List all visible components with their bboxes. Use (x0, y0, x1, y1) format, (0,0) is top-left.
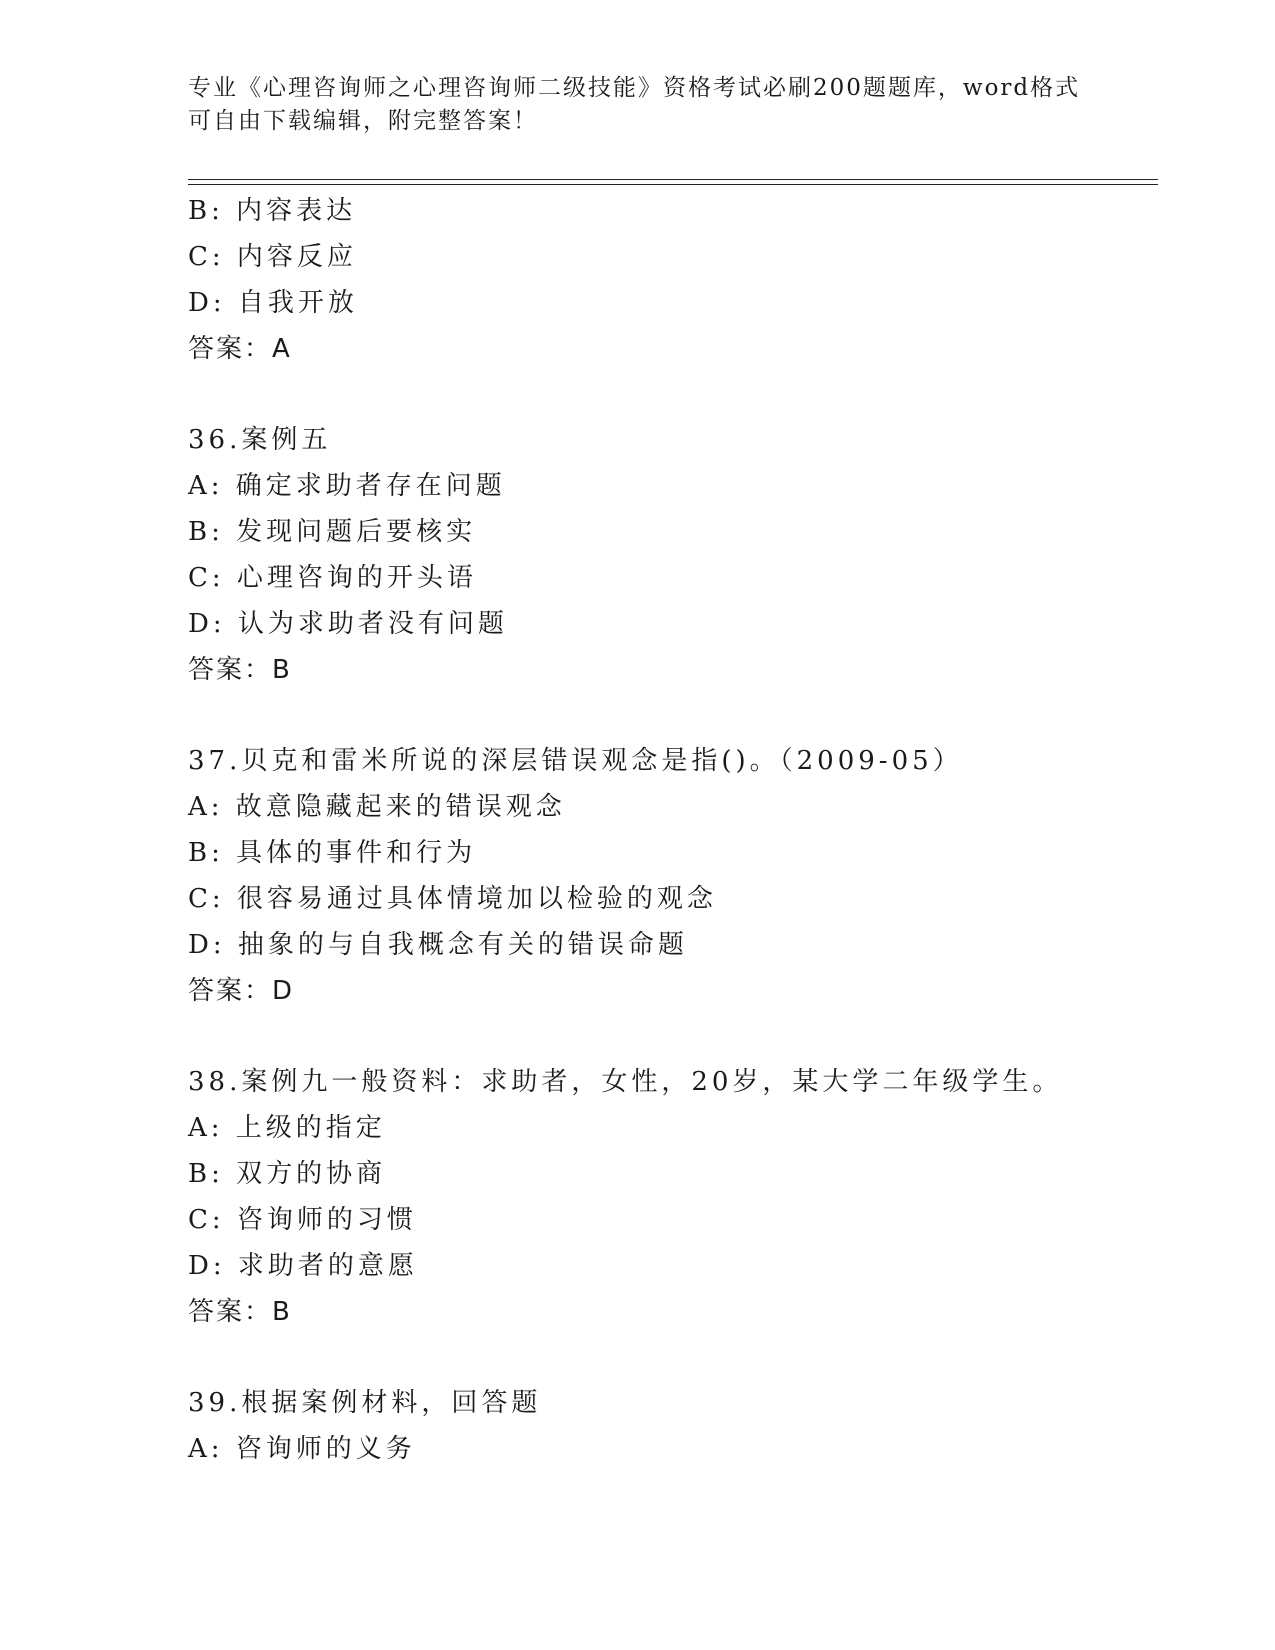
option-b: B: 内容表达 (188, 196, 357, 226)
question-stem: 38.案例九一般资料：求助者，女性，20岁，某大学二年级学生。 (188, 1067, 1063, 1097)
header-line-1: 专业《心理咨询师之心理咨询师二级技能》资格考试必刷200题题库，word格式 (188, 75, 1081, 101)
option-c: C: 咨询师的习惯 (188, 1205, 417, 1235)
question-39 (188, 1380, 1158, 1472)
answer: 答案：B (188, 1297, 292, 1327)
option-b: B: 双方的协商 (188, 1159, 387, 1189)
header-line-2: 可自由下载编辑，附完整答案！ (188, 108, 538, 134)
answer: 答案：A (188, 334, 292, 364)
option-d: D: 求助者的意愿 (188, 1251, 418, 1281)
document-header (188, 72, 1088, 138)
header-divider-top (188, 179, 1158, 180)
option-c: C: 内容反应 (188, 242, 357, 272)
question-38 (188, 1059, 1158, 1335)
option-d: D: 自我开放 (188, 288, 358, 318)
question-36 (188, 417, 1158, 693)
question-37 (188, 738, 1158, 1014)
header-divider-bottom (188, 184, 1158, 185)
question-list (188, 188, 1158, 1472)
question-35 (188, 188, 1158, 372)
option-c: C: 心理咨询的开头语 (188, 563, 477, 593)
option-a: A: 确定求助者存在问题 (188, 471, 506, 501)
option-a: A: 故意隐藏起来的错误观念 (188, 792, 566, 822)
question-stem: 36.案例五 (188, 425, 332, 455)
question-stem: 39.根据案例材料，回答题 (188, 1388, 542, 1418)
option-a: A: 咨询师的义务 (188, 1434, 416, 1464)
option-d: D: 认为求助者没有问题 (188, 609, 508, 639)
option-c: C: 很容易通过具体情境加以检验的观念 (188, 884, 717, 914)
option-b: B: 具体的事件和行为 (188, 838, 477, 868)
option-d: D: 抽象的与自我概念有关的错误命题 (188, 930, 688, 960)
question-stem: 37.贝克和雷米所说的深层错误观念是指()。（2009-05） (188, 746, 963, 776)
option-a: A: 上级的指定 (188, 1113, 386, 1143)
answer: 答案：D (188, 976, 295, 1006)
option-b: B: 发现问题后要核实 (188, 517, 477, 547)
answer: 答案：B (188, 655, 292, 685)
